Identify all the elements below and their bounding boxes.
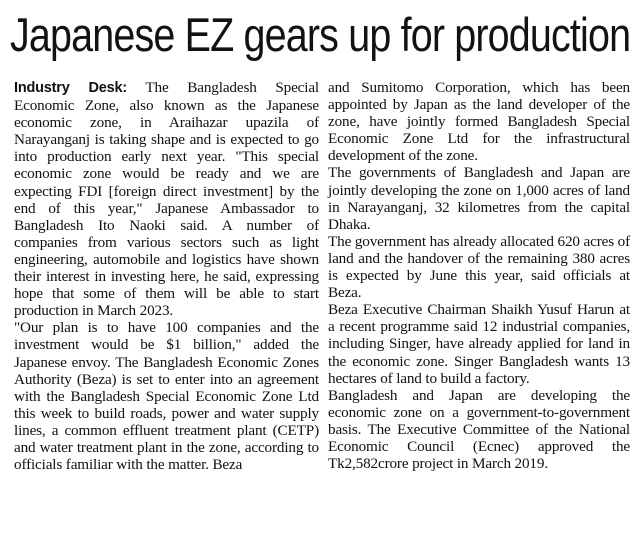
article-paragraph: and Sumitomo Corporation, which has been appointed by Japan as the land developer of the zone, have jointly formed Bangladesh Special Economic Zone Ltd for the infrastructural development of the zone. [328, 79, 630, 165]
article-paragraph: Bangladesh and Japan are developing the economic zone on a government-to-government basis. The Executive Committee of the National Economic Council (Ecnec) approved the Tk2,582crore project in March 2019. [328, 386, 630, 473]
article-paragraph: The governments of Bangladesh and Japan are jointly developing the zone on 1,000 acres of land in Narayanganj, 32 kilometres from the capital Dhaka. [328, 164, 630, 233]
article-headline: Japanese EZ gears up for production [10, 8, 631, 61]
article-paragraph: "Our plan is to have 100 companies and the investment would be $1 billion," added the Japanese envoy. The Bangladesh Economic Zones Authority (Beza) is set to enter into an agreement with the Bangladesh Special Economic Zone Ltd this week to build roads, power and water supply lines, a common effluent treatment plant (CETP) and water treatment plant in the zone, according to officials familiar with the matter. Beza [14, 319, 319, 474]
article-paragraph [14, 79, 319, 319]
paragraph-text: The Bangladesh Special Economic Zone, also known as the Japanese economic zone, in Araihazar upazila of Narayanganj is taking shape and is expected to go into production early next year. "This special economic zone would be ready and we are expecting FDI [foreign direct investment] by the end of this year," Japanese Ambassador to Bangladesh Ito Naoki said. A number of companies from various sectors such as light engineering, automobile and logistics have shown their interest in investing here, he said, expressing hope that some of them will be able to start production in March 2023. [14, 79, 320, 320]
article-byline: Industry Desk: [14, 80, 127, 96]
article-column-right [328, 79, 630, 472]
article-paragraph: The government has already allocated 620 acres of land and the handover of the remaining 380 acres is expected by June this year, said officials at Beza. [328, 232, 630, 302]
article-paragraph: Beza Executive Chairman Shaikh Yusuf Harun at a recent programme said 12 industrial companies, including Singer, have already applied for land in the economic zone. Singer Bangladesh wants 13 hectares of land to build a factory. [328, 301, 630, 387]
article-column-left [14, 79, 319, 473]
